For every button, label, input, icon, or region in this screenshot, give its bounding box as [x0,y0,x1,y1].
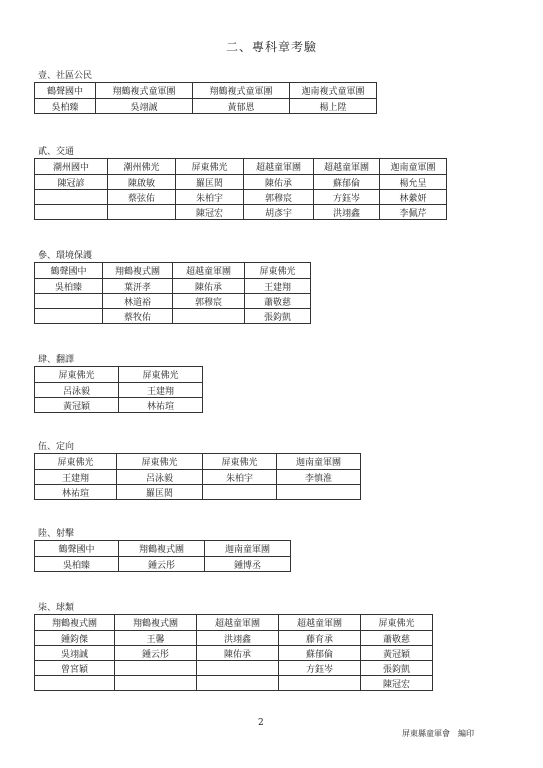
table-cell [35,309,103,324]
section-heading-ball-games: 柒、球類 [38,603,75,613]
column-header: 屏東佛光 [35,367,119,383]
column-header: 翔鶴複式團 [35,615,115,631]
table-cell [197,676,279,691]
table-cell: 王建翔 [245,279,311,294]
table-cell [115,661,197,676]
publisher-note: 屏東縣童軍會 編印 [402,729,474,738]
table-traffic [34,158,447,220]
table-cell: 蔡牧佑 [103,309,173,324]
table-cell: 林道裕 [103,294,173,309]
table-cell: 藤育承 [279,631,361,646]
table-cell: 郭穆宸 [173,294,245,309]
table-cell: 羅匡閎 [176,175,244,190]
table-cell [203,485,277,500]
table-cell: 方鈺岑 [279,661,361,676]
table-civic [34,82,377,114]
table-cell: 王建翔 [119,383,203,398]
table-cell: 葉汧孝 [103,279,173,294]
table-cell: 張鈞凱 [361,661,433,676]
table-environment [34,262,311,324]
section-heading-orienteering: 伍、定向 [38,442,75,452]
column-header: 屏東佛光 [119,367,203,383]
table-cell: 曾宮穎 [35,661,115,676]
table-cell: 林縈妍 [380,190,447,205]
column-header: 屏東佛光 [176,159,244,175]
table-cell: 陳啟敏 [108,175,176,190]
section-heading-translation: 肆、翻譯 [38,355,75,365]
table-cell: 李佩芹 [380,205,447,220]
table-cell: 黃郁恩 [193,99,290,114]
table-cell [35,205,108,220]
table-translation [34,366,203,413]
table-cell: 吳柏臻 [35,99,96,114]
table-cell: 胡彥宇 [244,205,314,220]
column-header: 迦南童軍團 [380,159,447,175]
table-cell: 蕭敬慈 [361,631,433,646]
table-cell: 呂泳毅 [35,383,119,398]
column-header: 超越童軍團 [279,615,361,631]
table-cell: 洪翊鑫 [314,205,380,220]
table-cell: 張鈞凱 [245,309,311,324]
column-header: 鶴聲國中 [35,263,103,279]
column-header: 翔鶴複式童軍團 [193,83,290,99]
table-cell [35,190,108,205]
table-shooting [34,540,291,572]
table-cell: 蕭敬慈 [245,294,311,309]
section-heading-environment: 參、環境保護 [38,251,93,261]
table-cell: 陳冠宏 [176,205,244,220]
column-header: 迦南童軍團 [277,454,361,470]
table-cell: 蘇郁倫 [279,646,361,661]
table-cell: 黃冠穎 [35,398,119,413]
table-cell [173,309,245,324]
table-cell: 陳冠諺 [35,175,108,190]
column-header: 屏東佛光 [245,263,311,279]
table-cell: 郭穆宸 [244,190,314,205]
column-header: 屏東佛光 [361,615,433,631]
table-cell [35,294,103,309]
page-number: 2 [258,718,264,728]
table-cell: 方鈺岑 [314,190,380,205]
column-header: 潮州佛光 [108,159,176,175]
column-header: 翔鶴複式團 [103,263,173,279]
table-cell: 王馨 [115,631,197,646]
column-header: 翔鶴複式團 [119,541,205,557]
table-cell: 洪翊鑫 [197,631,279,646]
table-cell: 吳柏臻 [35,279,103,294]
table-cell: 李慎淮 [277,470,361,485]
table-cell [35,676,115,691]
column-header: 超越童軍團 [244,159,314,175]
section-heading-shooting: 陸、射擊 [38,529,75,539]
table-cell [197,661,279,676]
table-cell: 朱柏宇 [203,470,277,485]
column-header: 鶴聲國中 [35,83,96,99]
table-cell: 黃冠穎 [361,646,433,661]
column-header: 超越童軍團 [197,615,279,631]
table-cell: 鍾云彤 [115,646,197,661]
table-cell: 吳柏臻 [35,557,119,572]
table-ball-games [34,614,433,691]
column-header: 鶴聲國中 [35,541,119,557]
table-cell: 呂泳毅 [117,470,203,485]
table-cell: 羅匡閎 [117,485,203,500]
table-cell: 鍾鈞傑 [35,631,115,646]
table-cell: 吳翊誠 [96,99,193,114]
table-cell [115,676,197,691]
table-cell: 吳翊誠 [35,646,115,661]
table-cell: 楊允呈 [380,175,447,190]
table-cell: 陳佑承 [244,175,314,190]
section-heading-civic: 壹、社區公民 [38,71,93,81]
table-cell: 陳冠宏 [361,676,433,691]
table-cell: 林祐瑄 [35,485,117,500]
table-cell: 鍾云彤 [119,557,205,572]
table-cell: 鍾博丞 [205,557,291,572]
column-header: 翔鶴複式童軍團 [96,83,193,99]
table-cell: 陳佑承 [197,646,279,661]
table-cell [279,676,361,691]
column-header: 超越童軍團 [314,159,380,175]
table-cell: 林祐瑄 [119,398,203,413]
section-heading-traffic: 貳、交通 [38,147,75,157]
column-header: 屏東佛光 [117,454,203,470]
table-cell [277,485,361,500]
table-cell: 蘇郁倫 [314,175,380,190]
column-header: 屏東佛光 [35,454,117,470]
column-header: 屏東佛光 [203,454,277,470]
table-cell: 陳佑承 [173,279,245,294]
table-cell: 蔡弦佑 [108,190,176,205]
column-header: 潮州國中 [35,159,108,175]
table-cell: 王建翔 [35,470,117,485]
table-cell: 楊上陞 [290,99,377,114]
page-title: 二、專科章考驗 [225,40,317,54]
table-cell [108,205,176,220]
column-header: 翔鶴複式團 [115,615,197,631]
column-header: 迦南童軍團 [205,541,291,557]
table-orienteering [34,453,361,500]
column-header: 超越童軍團 [173,263,245,279]
table-cell: 朱柏宇 [176,190,244,205]
column-header: 迦南複式童軍團 [290,83,377,99]
